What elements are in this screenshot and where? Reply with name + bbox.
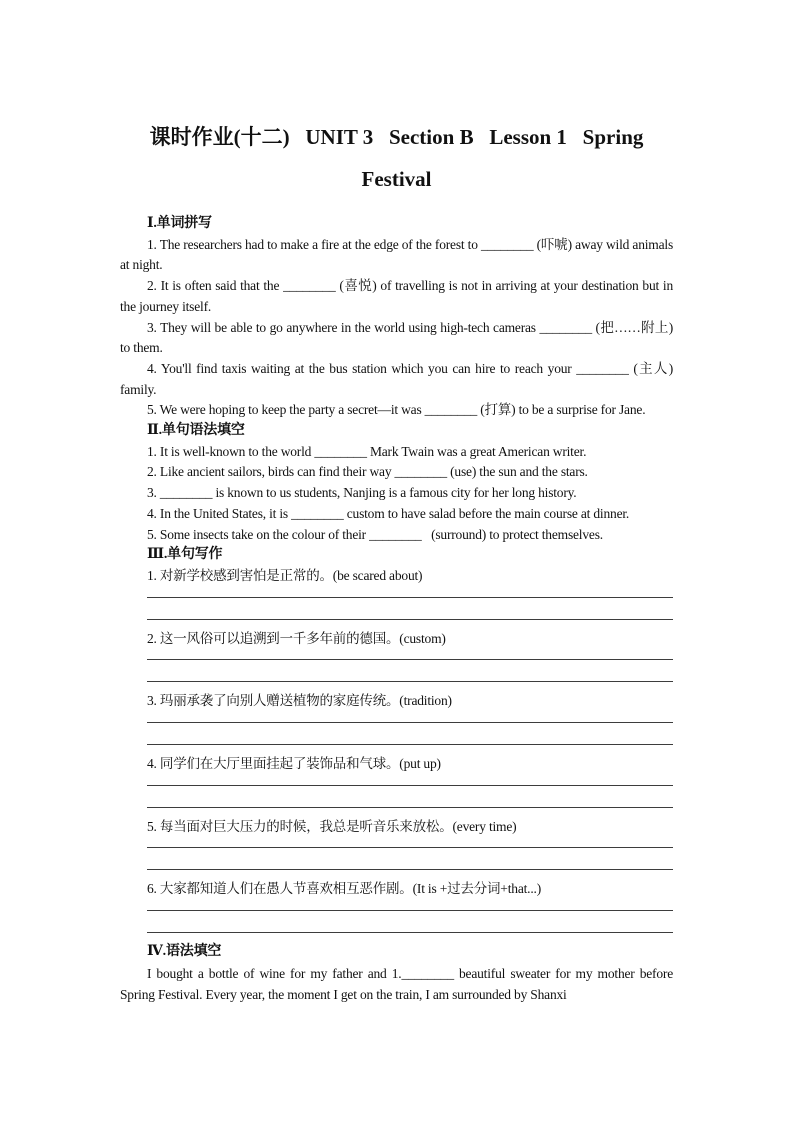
question-block [120, 817, 673, 871]
question-item: 5. Some insects take on the colour of their ________ (surround) to protect themselves. [147, 526, 603, 542]
answer-line [147, 649, 673, 660]
question-item: 4. 同学们在大厅里面挂起了装饰品和气球。(put up) [147, 756, 441, 772]
question-item: 3. 玛丽承袭了向别人赠送植物的家庭传统。(tradition) [147, 693, 452, 709]
question-block [120, 691, 673, 745]
doc-title [120, 116, 673, 200]
question-item: 1. 对新学校感到害怕是正常的。(be scared about) [147, 567, 423, 583]
question-item: 2. Like ancient sailors, birds can find their way ________ (use) the sun and the stars. [147, 464, 588, 480]
answer-line [147, 786, 673, 808]
section-heading-grammar-fill: Ⅱ.单句语法填空 [147, 423, 245, 439]
section-heading-passage-fill: Ⅳ.语法填空 [147, 944, 222, 960]
answer-line [147, 660, 673, 682]
question-item: 2. It is often said that the ________ (喜悦) of travelling is not in arriving at your destination but in the journey itself. [120, 278, 673, 314]
question-item: 5. We were hoping to keep the party a secret—it was ________ (打算) to be a surprise for Jane. [147, 402, 646, 418]
answer-line [147, 848, 673, 870]
question-item: 3. They will be able to go anywhere in the world using high-tech cameras ________ (把……附上) to them. [120, 319, 673, 356]
answer-line [147, 723, 673, 745]
question-item: 1. It is well-known to the world ________ Mark Twain was a great American writer. [147, 443, 587, 459]
doc-title-line1: 课时作业(十二) UNIT 3 Section B Lesson 1 Spring [149, 125, 644, 149]
answer-line [147, 712, 673, 723]
question-item: 2. 这一风俗可以追溯到一千多年前的德国。(custom) [147, 630, 446, 646]
question-item: 1. The researchers had to make a fire at the edge of the forest to ________ (吓唬) away wild animals at night. [120, 236, 673, 273]
answer-line [147, 587, 673, 598]
question-item: 4. In the United States, it is ________ custom to have salad before the main course at dinner. [147, 505, 630, 521]
question-item: 6. 大家都知道人们在愚人节喜欢相互恶作剧。(It is +过去分词+that...) [147, 881, 541, 897]
doc-title-line2: Festival [361, 167, 432, 191]
answer-line [147, 911, 673, 933]
answer-line [147, 837, 673, 848]
section-heading-word-spelling: Ⅰ.单词拼写 [147, 216, 212, 231]
question-block [120, 754, 673, 808]
question-item: 3. ________ is known to us students, Nanjing is a famous city for her long history. [147, 485, 577, 501]
question-item: 5. 每当面对巨大压力的时候，我总是听音乐来放松。(every time) [147, 818, 517, 834]
passage-paragraph: I bought a bottle of wine for my father and 1.________ beautiful sweater for my mother before Spring Festival. Every year, the moment I get on the train, I am surrounded by Shanxi [120, 965, 673, 1003]
question-block [120, 879, 673, 933]
question-block [120, 629, 673, 683]
answer-line [147, 900, 673, 911]
answer-line [147, 598, 673, 620]
question-item: 4. You'll find taxis waiting at the bus station which you can hire to reach your ________ (主人) family. [120, 360, 673, 397]
section-heading-sentence-writing: Ⅲ.单句写作 [147, 547, 223, 563]
answer-line [147, 775, 673, 786]
question-block [120, 566, 673, 620]
